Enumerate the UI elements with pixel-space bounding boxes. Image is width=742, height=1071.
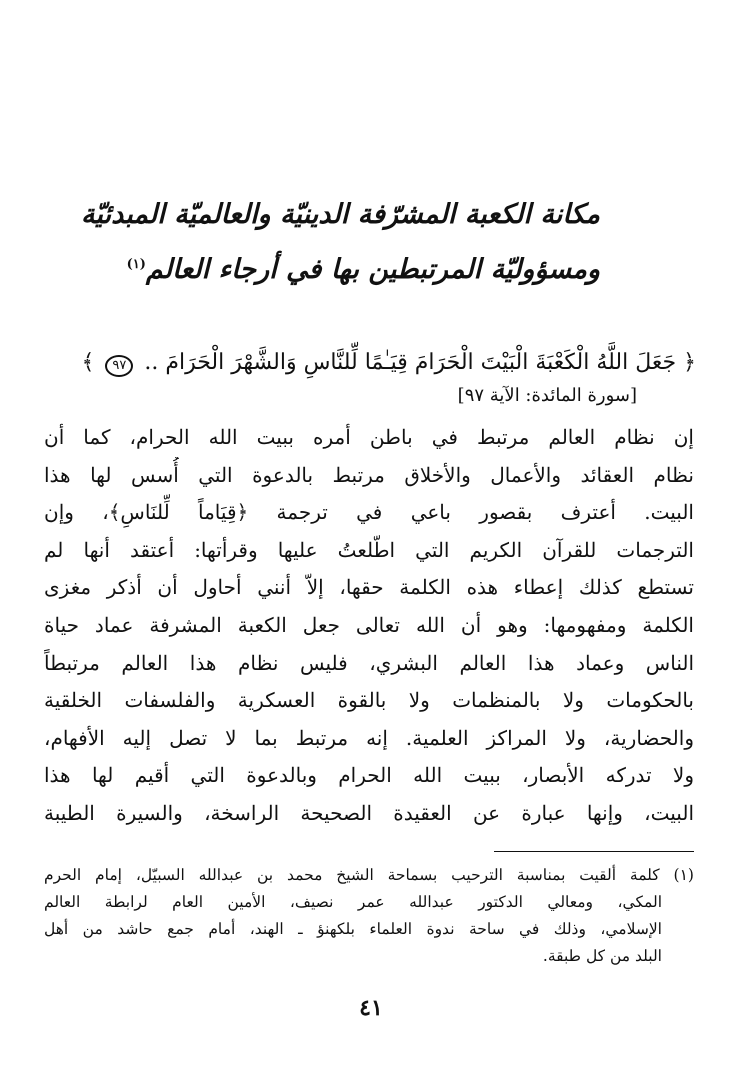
title-line-1: مكانة الكعبة المشرّفة الدينيّة والعالميّة المبدئيّة <box>80 199 600 230</box>
title-line-2-text: ومسؤوليّة المرتبطين بها في أرجاء العالم <box>145 254 600 285</box>
verse-open-bracket: ﴿ <box>683 350 696 375</box>
body-line: نظام العقائد والأعمال والأخلاق مرتبط بالدعوة التي أُسس لها هذا <box>44 462 694 487</box>
footnote <box>44 862 694 970</box>
body-line: البيت. أعترف بقصور باعي في ترجمة ﴿قِيَاماً لِّلنَاسِ﴾، وإن <box>44 500 694 525</box>
body-line: تستطع كذلك إعطاء هذه الكلمة حقها، إلاّ أنني أحاول أن أذكر مغزى <box>44 575 694 600</box>
ayah-number-badge: ٩٧ <box>105 355 133 377</box>
body-line: والحضارية، ولا المراكز العلمية. إنه مرتبط بما لا تصل إليه الأفهام، <box>44 725 694 750</box>
verse-close-bracket: ﴾ <box>81 350 95 375</box>
body-paragraph <box>44 419 694 833</box>
footnote-line: البلد من كل طبقة. <box>542 947 662 965</box>
body-line: البيت، وإنها عبارة عن العقيدة الصحيحة الراسخة، والسيرة الطيبة <box>44 800 694 825</box>
chapter-title <box>80 190 600 295</box>
quran-verse <box>66 348 696 378</box>
verse-text: جَعَلَ اللَّهُ الْكَعْبَةَ الْبَيْتَ الْحَرَامَ قِيَـٰمًا لِّلنَّاسِ وَالشَّهْرَ الْحَرَامَ .. <box>144 350 677 375</box>
footnote-line: المكي، ومعالي الدكتور عبدالله عمر نصيف، الأمين العام لرابطة العالم <box>44 893 662 911</box>
footnote-divider <box>494 851 694 852</box>
footnote-line-text: كلمة ألقيت بمناسبة الترحيب بسماحة الشيخ محمد بن عبدالله السبيّل، إمام الحرم <box>44 866 660 884</box>
body-line: الترجمات للقرآن الكريم التي اطّلعتُ عليها وقرأتها: أعتقد أنها لم <box>44 537 694 562</box>
title-footnote-ref: (١) <box>126 257 146 272</box>
body-line: الناس وعماد هذا العالم البشري، فليس نظام هذا العالم مرتبطاً <box>44 650 694 675</box>
footnote-line <box>44 862 694 889</box>
verse-reference: [سورة المائدة: الآية ٩٧] <box>457 385 637 406</box>
body-line: ولا تدركه الأبصار، ببيت الله الحرام وبالدعوة التي أقيم لها هذا <box>44 763 694 788</box>
body-line: بالحكومات ولا بالمنظمات ولا بالقوة العسكرية والفلسفات الخلقية <box>44 688 694 713</box>
footnote-line: الإسلامي، وذلك في ساحة ندوة العلماء بلكهنؤ ـ الهند، أمام جمع حاشد من أهل <box>44 920 662 938</box>
page-number: ٤١ <box>359 995 383 1021</box>
body-line: إن نظام العالم مرتبط في باطن أمره ببيت الله الحرام، كما أن <box>44 425 694 449</box>
body-line: الكلمة ومفهومها: وهو أن الله تعالى جعل الكعبة المشرفة عماد حياة <box>44 612 694 637</box>
footnote-mark: (١) <box>673 866 694 884</box>
title-line-2 <box>126 240 600 295</box>
